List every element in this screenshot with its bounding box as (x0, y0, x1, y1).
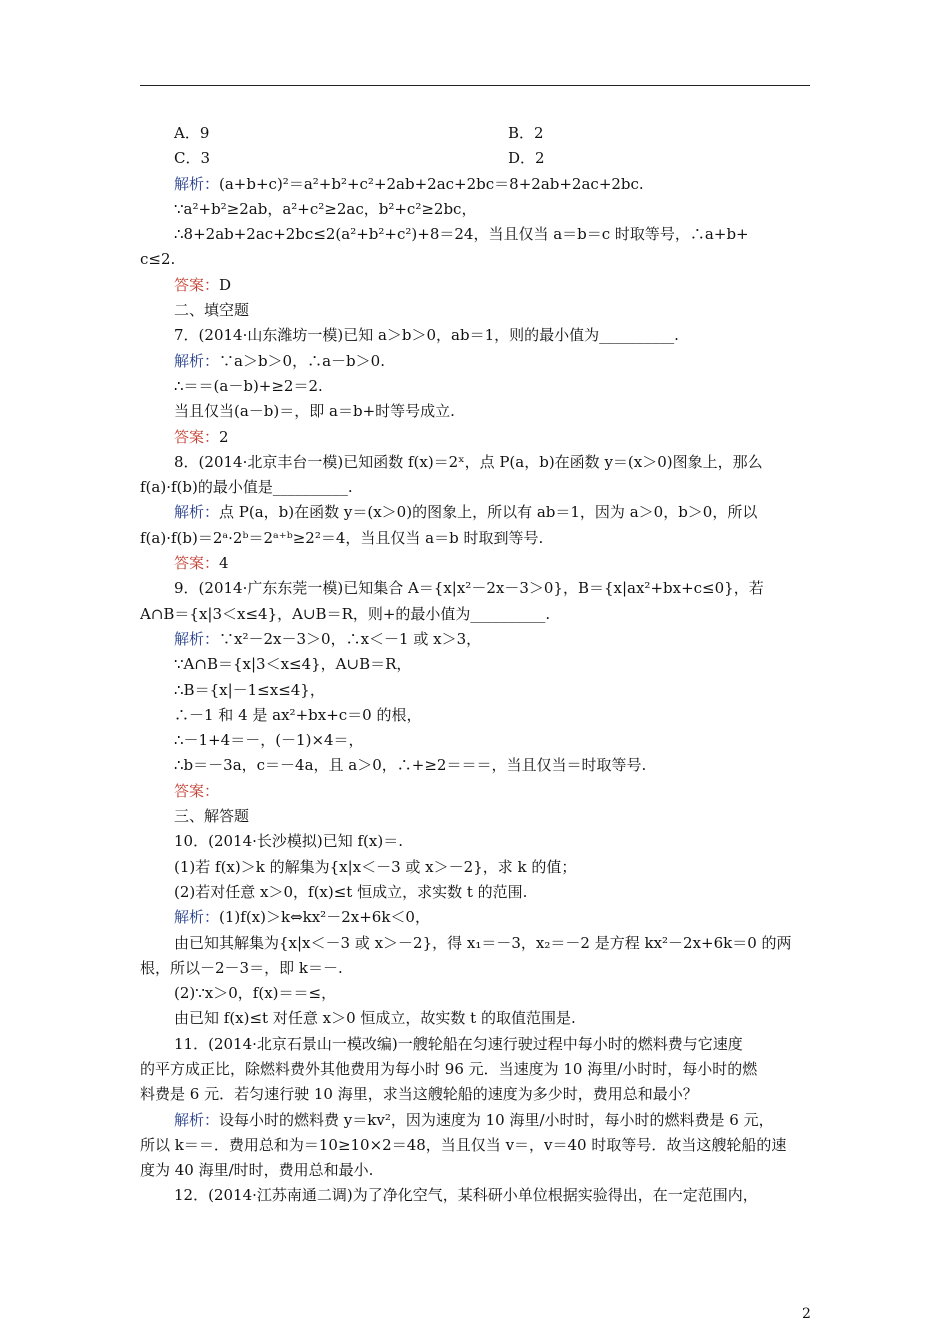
option-b: B．2 (508, 124, 544, 142)
line-text: (a+b+c)²＝a²+b²+c²+2ab+2ac+2bc＝8+2ab+2ac+2bc. (219, 174, 644, 193)
line-text: ∴＝＝(a－b)+≥2＝2. (174, 376, 323, 395)
line-text: (1)f(x)＞k⇔kx²－2x+6k＜0， (219, 908, 430, 927)
text-line (140, 931, 810, 956)
page-number: 2 (802, 1306, 811, 1322)
line-text: (2)∵x＞0，f(x)＝＝≤， (174, 984, 337, 1003)
line-text: ∴8+2ab+2ac+2bc≤2(a²+b²+c²)+8＝24，当且仅当 a＝b＝c 时取等号，∴a+b+ (174, 225, 749, 244)
line-text: 由已知其解集为{x|x＜－3 或 x＞－2}，得 x₁＝－3，x₂＝－2 是方程 kx²－2x+6k＝0 的两 (174, 933, 792, 952)
line-text: 由已知 f(x)≤t 对任意 x＞0 恒成立，故实数 t 的取值范围是. (174, 1009, 576, 1028)
text-line (140, 222, 810, 247)
line-text: 料费是 6 元．若匀速行驶 10 海里，求当这艘轮船的速度为多少时，费用总和最小？ (140, 1085, 698, 1104)
text-line (140, 981, 810, 1006)
line-text: 当且仅当(a－b)＝，即 a＝b+时等号成立. (174, 402, 455, 421)
text-line (140, 753, 810, 778)
text-line (140, 829, 810, 854)
option-d: D．2 (508, 149, 545, 168)
text-line (140, 247, 810, 272)
text-line (140, 1133, 810, 1158)
line-text: ∵a²+b²≥2ab，a²+c²≥2ac，b²+c²≥2bc， (174, 199, 477, 218)
analysis-label: 解析： (174, 503, 220, 522)
line-text: f(a)·f(b)＝2ᵃ·2ᵇ＝2ᵃ⁺ᵇ≥2²＝4，当且仅当 a＝b 时取到等号. (140, 528, 544, 547)
line-text: c≤2. (140, 250, 176, 269)
text-line (140, 576, 810, 601)
line-text: ∴－1 和 4 是 ax²+bx+c＝0 的根， (174, 705, 422, 724)
text-line (140, 1158, 810, 1183)
analysis-line (140, 905, 810, 930)
text-line (140, 323, 810, 348)
text-line (140, 374, 810, 399)
answer-line (140, 273, 810, 298)
line-text: 所以 k＝＝．费用总和为＝10≥10×2＝48，当且仅当 v＝，v＝40 时取等号．故当这艘轮船的速 (140, 1135, 787, 1154)
analysis-line (140, 1108, 810, 1133)
analysis-label: 解析： (174, 351, 220, 370)
text-line (140, 880, 810, 905)
text-line (140, 399, 810, 424)
line-text: A∩B＝{x|3＜x≤4}，A∪B＝R，则+的最小值为__________. (140, 604, 551, 623)
analysis-label: 解析： (174, 1110, 220, 1129)
answer-line (140, 551, 810, 576)
line-text: 三、解答题 (174, 807, 250, 826)
line-text: ∴B＝{x|－1≤x≤4}， (174, 680, 325, 699)
line-text: 8．(2014·北京丰台一模)已知函数 f(x)＝2ˣ，点 P(a，b)在函数 y＝(x＞0)图象上，那么 (174, 452, 763, 471)
line-text: ∴b＝－3a，c＝－4a，且 a＞0，∴+≥2＝＝＝，当且仅当＝时取等号. (174, 756, 647, 775)
line-text: 11．(2014·北京石景山一模改编)一艘轮船在匀速行驶过程中每小时的燃料费与它速度 (174, 1034, 743, 1053)
text-line (140, 678, 810, 703)
line-text: ∵A∩B＝{x|3＜x≤4}，A∪B＝R， (174, 655, 412, 674)
option-c: C．3 (174, 149, 211, 168)
line-text: 度为 40 海里/时时，费用总和最小. (140, 1161, 374, 1180)
text-line (140, 1006, 810, 1031)
line-text: (2)若对任意 x＞0，f(x)≤t 恒成立，求实数 t 的范围. (174, 882, 528, 901)
answer-line (140, 779, 810, 804)
text-line (140, 1183, 810, 1208)
text-line (140, 197, 810, 222)
line-text: 设每小时的燃料费 y＝kv²，因为速度为 10 海里/小时时，每小时的燃料费是 6 元， (219, 1110, 774, 1129)
analysis-label: 解析： (174, 908, 220, 927)
answer-label: 答案： (174, 275, 220, 294)
analysis-line (140, 172, 810, 197)
line-text: (1)若 f(x)＞k 的解集为{x|x＜－3 或 x＞－2}，求 k 的值； (174, 857, 577, 876)
line-text: 9．(2014·广东东莞一模)已知集合 A＝{x|x²－2x－3＞0}，B＝{x|ax²+bx+c≤0}，若 (174, 579, 764, 598)
analysis-label: 解析： (174, 629, 220, 648)
analysis-line (140, 349, 810, 374)
line-text: 12．(2014·江苏南通二调)为了净化空气，某科研小单位根据实验得出，在一定范围内， (174, 1186, 758, 1205)
option-a: A．9 (174, 124, 210, 142)
line-text: f(a)·f(b)的最小值是__________. (140, 478, 353, 497)
text-line (140, 728, 810, 753)
line-text: 根，所以－2－3＝，即 k＝－. (140, 958, 343, 977)
text-line (140, 298, 810, 323)
line-text: 2 (219, 427, 229, 446)
line-text: ∴－1+4＝－，(－1)×4＝， (174, 731, 364, 750)
answer-line (140, 425, 810, 450)
text-line (140, 1057, 810, 1082)
text-line (140, 1032, 810, 1057)
page-content (140, 121, 810, 1209)
text-line (140, 602, 810, 627)
line-text: 10．(2014·长沙模拟)已知 f(x)＝. (174, 832, 403, 851)
options-row-2 (140, 146, 810, 171)
text-line (140, 475, 810, 500)
header-rule (140, 85, 810, 86)
answer-label: 答案： (174, 781, 220, 800)
analysis-label: 解析： (174, 174, 220, 193)
answer-label: 答案： (174, 554, 220, 573)
analysis-line (140, 627, 810, 652)
line-text: 4 (219, 554, 229, 573)
options-row-1 (140, 121, 810, 146)
line-text: ∵x²－2x－3＞0，∴x＜－1 或 x＞3， (219, 629, 482, 648)
text-line (140, 804, 810, 829)
answer-label: 答案： (174, 427, 220, 446)
text-line (140, 703, 810, 728)
text-lines (140, 172, 810, 1209)
text-line (140, 652, 810, 677)
line-text: 的平方成正比，除燃料费外其他费用为每小时 96 元．当速度为 10 海里/小时时，每小时的燃 (140, 1059, 758, 1078)
text-line (140, 450, 810, 475)
line-text: 7．(2014·山东潍坊一模)已知 a＞b＞0，ab＝1，则的最小值为__________. (174, 326, 679, 345)
line-text: D (219, 275, 232, 294)
line-text: 二、填空题 (174, 301, 250, 320)
text-line (140, 1082, 810, 1107)
text-line (140, 956, 810, 981)
text-line (140, 855, 810, 880)
line-text: ∵a＞b＞0，∴a－b＞0. (219, 351, 385, 370)
text-line (140, 526, 810, 551)
analysis-line (140, 500, 810, 525)
line-text: 点 P(a，b)在函数 y＝(x＞0)的图象上，所以有 ab＝1，因为 a＞0，b＞0，所以 (219, 503, 758, 522)
